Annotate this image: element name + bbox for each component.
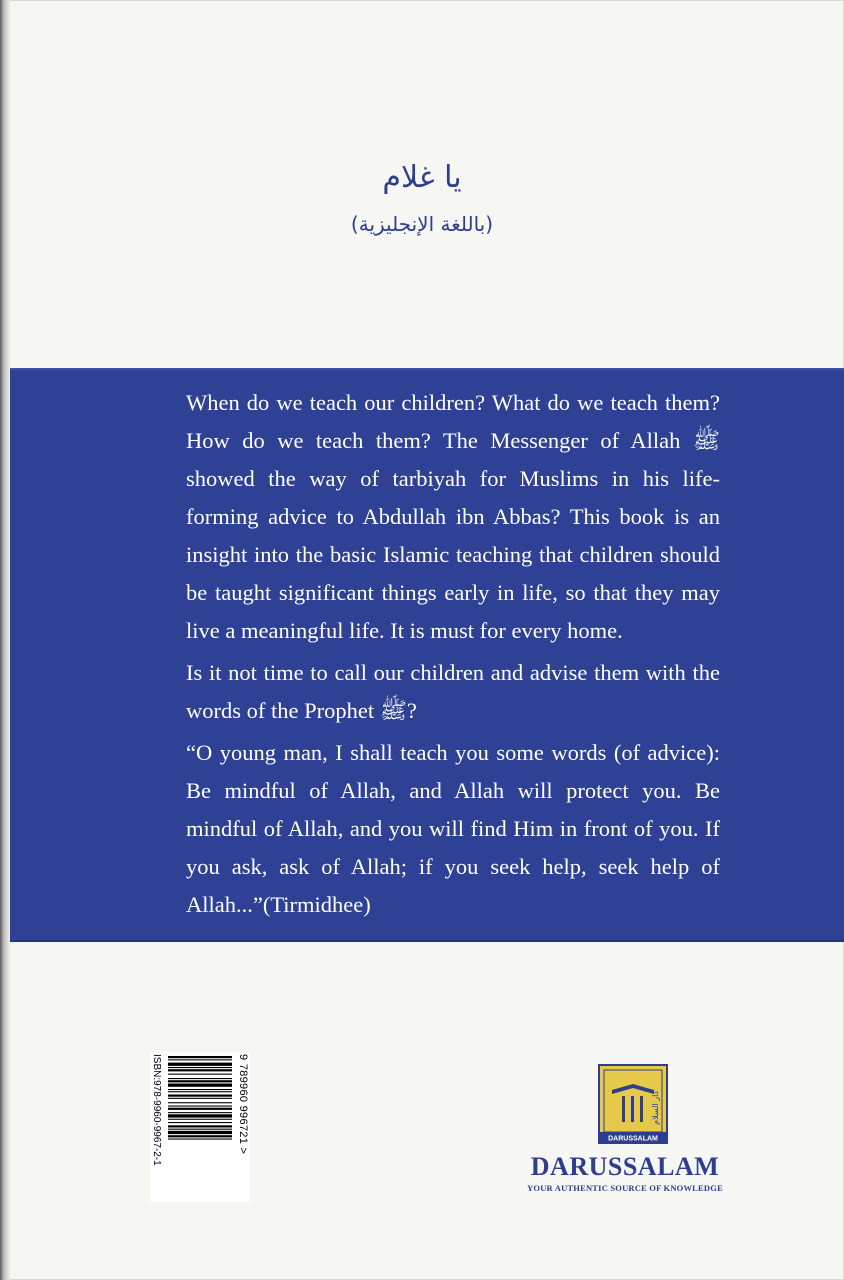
barcode-bar [168,1059,232,1060]
barcode-bar [168,1106,232,1107]
darussalam-logo [598,1064,668,1144]
barcode-bar [168,1069,232,1071]
blurb-paragraph-2: Is it not time to call our children and advise them with the words of the Prophet ﷺ? [186,660,720,723]
barcode-bar [168,1112,232,1113]
barcode-bar [168,1067,232,1068]
isbn-barcode [150,1052,250,1202]
barcode-bar [168,1135,232,1137]
barcode-bar [168,1063,232,1066]
barcode-bar [168,1122,232,1123]
barcode-bar [168,1114,232,1117]
barcode-bar [168,1074,232,1075]
barcode-bar [168,1139,232,1140]
arabic-title: يا غلام [382,160,462,195]
barcode-bar [168,1089,232,1090]
logo-caption: DARUSSALAM [608,1135,658,1143]
barcode-bar [168,1119,232,1120]
blurb-paragraph-1: When do we teach our children? What do we teach them? How do we teach them? The Messenger of Allah ﷺ showed the way of tarbiyah for Muslims in his life-forming advice to Abdullah ibn Abbas? This book is an insight into the basic Islamic teaching that children should be taught significant things early in life, so that they may live a meaningful life. It is must for every home. [186,390,720,643]
publisher-name: DARUSSALAM [530,1152,720,1181]
barcode-bar [168,1080,232,1082]
barcode-bar [168,1102,232,1103]
barcode-bar [168,1129,232,1130]
arabic-subtitle: (باللغة الإنجليزية) [350,212,494,236]
barcode-bar [168,1098,232,1099]
barcode-bar [168,1078,232,1079]
barcode-bar [168,1125,232,1127]
logo-arabic-text: دار السلام [651,1091,660,1125]
blurb-text [186,384,720,928]
barcode-bar [168,1084,232,1087]
barcode-digits-text: 9 789960 996721 > [237,1054,249,1155]
blurb-paragraph-3: “O young man, I shall teach you some words (of advice): Be mindful of Allah, and Allah will protect you. Be mindful of Allah, and you will find Him in front of you. If you ask, ask of Allah; if you seek help, seek help of Allah...”(Tirmidhee) [186,740,720,917]
barcode-bar [168,1091,232,1092]
barcode-isbn-text: ISBN:978-9960-9967-2-1 [151,1054,162,1166]
barcode-bar [168,1131,232,1134]
barcode-bar [168,1108,232,1110]
barcode-bar [168,1056,232,1058]
publisher-tagline: YOUR AUTHENTIC SOURCE OF KNOWLEDGE [527,1183,723,1193]
barcode-bar [168,1095,232,1097]
